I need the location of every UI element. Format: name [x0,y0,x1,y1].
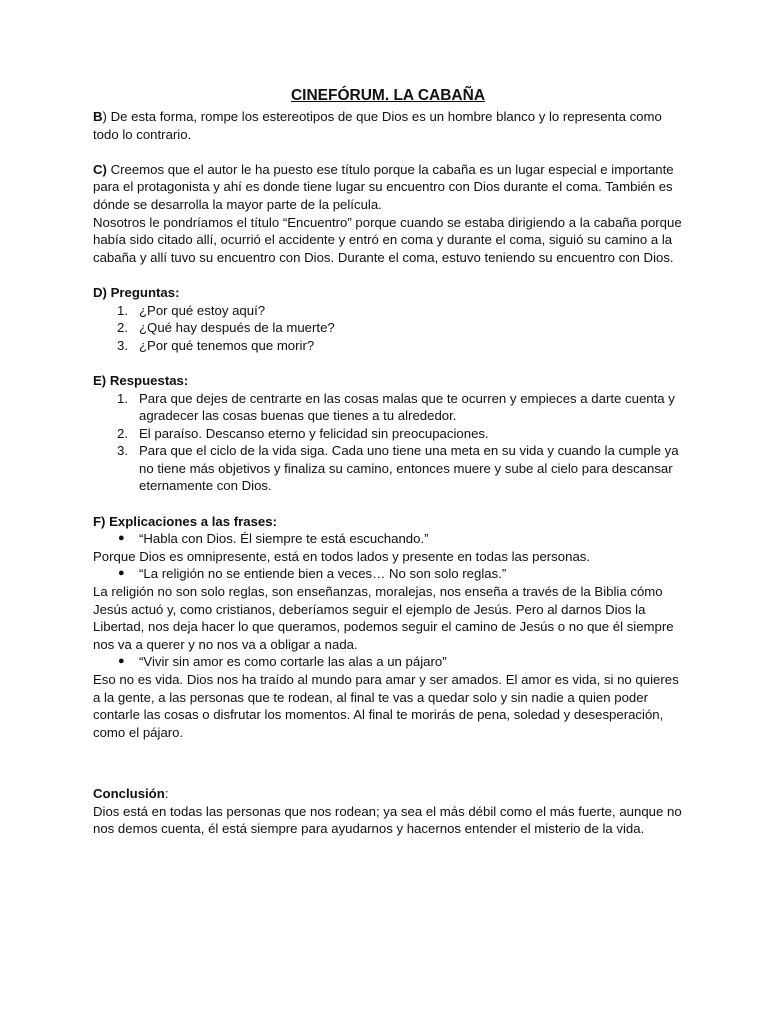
quote-list-2 [93,565,683,583]
document-page [93,86,683,838]
answers-list [93,390,683,496]
bullet-icon: ● [118,567,125,580]
section-c-text: Creemos que el autor le ha puesto ese título porque la cabaña es un lugar especial e importante para el protagonista y ahí es donde tiene lugar su encuentro con Dios durante el coma. También es dónde se desarrolla la mayor parte de la película. [93,161,674,212]
conclusion-text: Dios está en todas las personas que nos rodean; ya sea el más débil como el más fuerte, aunque no nos demos cuenta, él está siempre para ayudarnos y hacernos entender el misterio de la vida. [93,803,682,837]
quote-list-1 [93,530,683,548]
section-b-label: B [93,109,103,124]
quote-item: ● “Habla con Dios. Él siempre te está escuchando.” [118,531,429,547]
section-c [93,161,683,214]
quote-item: ● “La religión no se entiende bien a veces… No son solo reglas.” [118,566,507,582]
section-d-heading: D) Preguntas: [93,284,180,300]
section-e-heading: E) Respuestas: [93,372,189,388]
bullet-icon: ● [118,532,125,545]
section-b [93,108,683,143]
section-b-text: De esta forma, rompe los estereotipos de que Dios es un hombre blanco y lo representa como todo lo contrario. [93,109,662,142]
questions-list [93,302,683,355]
quote-explanation-3: Eso no es vida. Dios nos ha traído al mundo para amar y ser amados. El amor es vida, si no quieres a la gente, a las personas que te rodean, al final te vas a quedar solo y sin nadie a quien poder contarle las cosas o disfrutar los momentos. Al final te morirás de pena, soledad y desesperación, como el pájaro. [93,672,679,740]
list-item: 2. ¿Qué hay después de la muerte? [117,320,335,336]
quote-item: ● “Vivir sin amor es como cortarle las alas a un pájaro” [118,654,447,670]
quote-explanation-2: La religión no son solo reglas, son enseñanzas, moralejas, nos enseña a través de la Biblia cómo Jesús actuó y, como cristianos, deberíamos seguir el ejemplo de Jesús. Pero al darnos Dios la Libertad, nos deja hacer lo que queramos, podemos seguir el camino de Jesús o no que él siempre nos va a querer y no nos va a obligar a nada. [93,584,674,652]
section-c-paragraph-2: Nosotros le pondríamos el título “Encuentro” porque cuando se estaba dirigiendo a la cabaña porque había sido citado allí, ocurrió el accidente y entró en coma y durante el coma, siguió su camino a la cabaña y allí tuvo su encuentro con Dios. Durante el coma, estuvo teniendo su encuentro con Dios. [93,214,682,265]
list-item: 1. Para que dejes de centrarte en las cosas malas que te ocurren y empieces a darte cuenta y agradecer las cosas buenas que tienes a tu alrededor. [117,390,675,424]
quote-explanation-1: Porque Dios es omnipresente, está en todos lados y presente en todas las personas. [93,548,591,564]
list-item: 2. El paraíso. Descanso eterno y felicidad sin preocupaciones. [117,425,489,441]
section-b-label-suffix: ) [102,109,107,124]
conclusion-heading: Conclusión: [93,785,169,801]
section-f-heading: F) Explicaciones a las frases: [93,513,277,529]
list-item: 3. Para que el ciclo de la vida siga. Cada uno tiene una meta en su vida y cuando la cumple ya no tiene más objetivos y finaliza su camino, entonces muere y sube al cielo para descansar eternamente con Dios. [117,443,679,494]
quote-list-3 [93,653,683,671]
section-c-label: C) [93,161,107,177]
list-item: 3. ¿Por qué tenemos que morir? [117,337,315,353]
document-title: CINEFÓRUM. LA CABAÑA [290,87,486,104]
list-item: 1. ¿Por qué estoy aquí? [117,302,266,318]
bullet-icon: ● [118,655,125,668]
